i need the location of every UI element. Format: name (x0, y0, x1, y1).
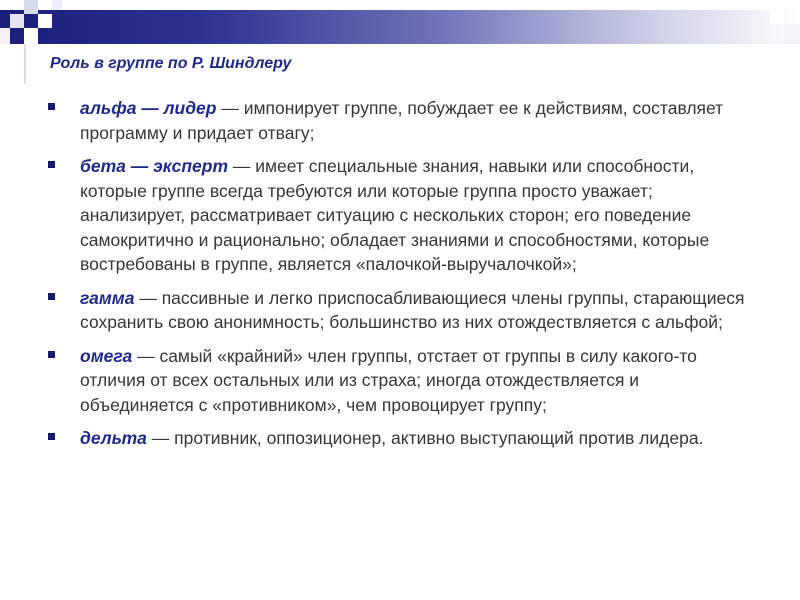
role-term: омега (80, 345, 133, 366)
bullet-icon (48, 103, 55, 110)
role-description: — самый «крайний» член группы, отстает от группы в силу какого-то отличия от всех остальных или из страха; иногда отождествляется и объединяется с «противником», чем провоцирует группу; (80, 345, 697, 415)
decorative-rule (24, 44, 26, 84)
decorative-square (770, 10, 784, 24)
decorative-square (52, 0, 62, 10)
role-description: — имеет специальные знания, навыки или способности, которые группе всегда требуются или которые группа просто уважает; анализирует, рассматривает ситуацию с нескольких сторон; его поведение самокритично и рационально; обладает знаниями и способностями, которые востребованы в группе, является «палочкой-выручалочкой»; (80, 156, 710, 274)
bullet-icon (48, 433, 55, 440)
slide-title: Роль в группе по Р. Шиндлеру (50, 55, 292, 72)
role-term: дельта (80, 428, 147, 448)
role-item-alpha (48, 96, 748, 145)
role-item-gamma (48, 286, 748, 335)
decorative-square (24, 0, 38, 14)
role-description: — пассивные и легко приспосабливающиеся члены группы, старающиеся сохранить свою анонимность; большинство из них отождествляется с альфой; (80, 287, 745, 332)
role-description: — противник, оппозиционер, активно выступающий против лидера. (146, 428, 704, 448)
bullet-icon (48, 351, 55, 358)
role-item-delta (48, 426, 748, 451)
role-term: гамма (80, 287, 135, 308)
role-term: альфа — лидер (80, 98, 217, 118)
header-gradient-band (0, 10, 800, 44)
decorative-square (24, 28, 38, 44)
role-item-omega (48, 344, 748, 418)
role-description: — импонирует группе, побуждает ее к действиям, составляет программу и придает отвагу; (80, 98, 724, 143)
decorative-square (0, 28, 10, 44)
bullet-icon (48, 161, 55, 168)
decorative-square (10, 14, 24, 28)
role-list (48, 96, 748, 460)
bullet-icon (48, 293, 55, 300)
decorative-square (784, 24, 800, 44)
role-item-beta (48, 154, 748, 277)
role-term: бета — эксперт (80, 156, 229, 176)
decorative-square (38, 14, 52, 28)
